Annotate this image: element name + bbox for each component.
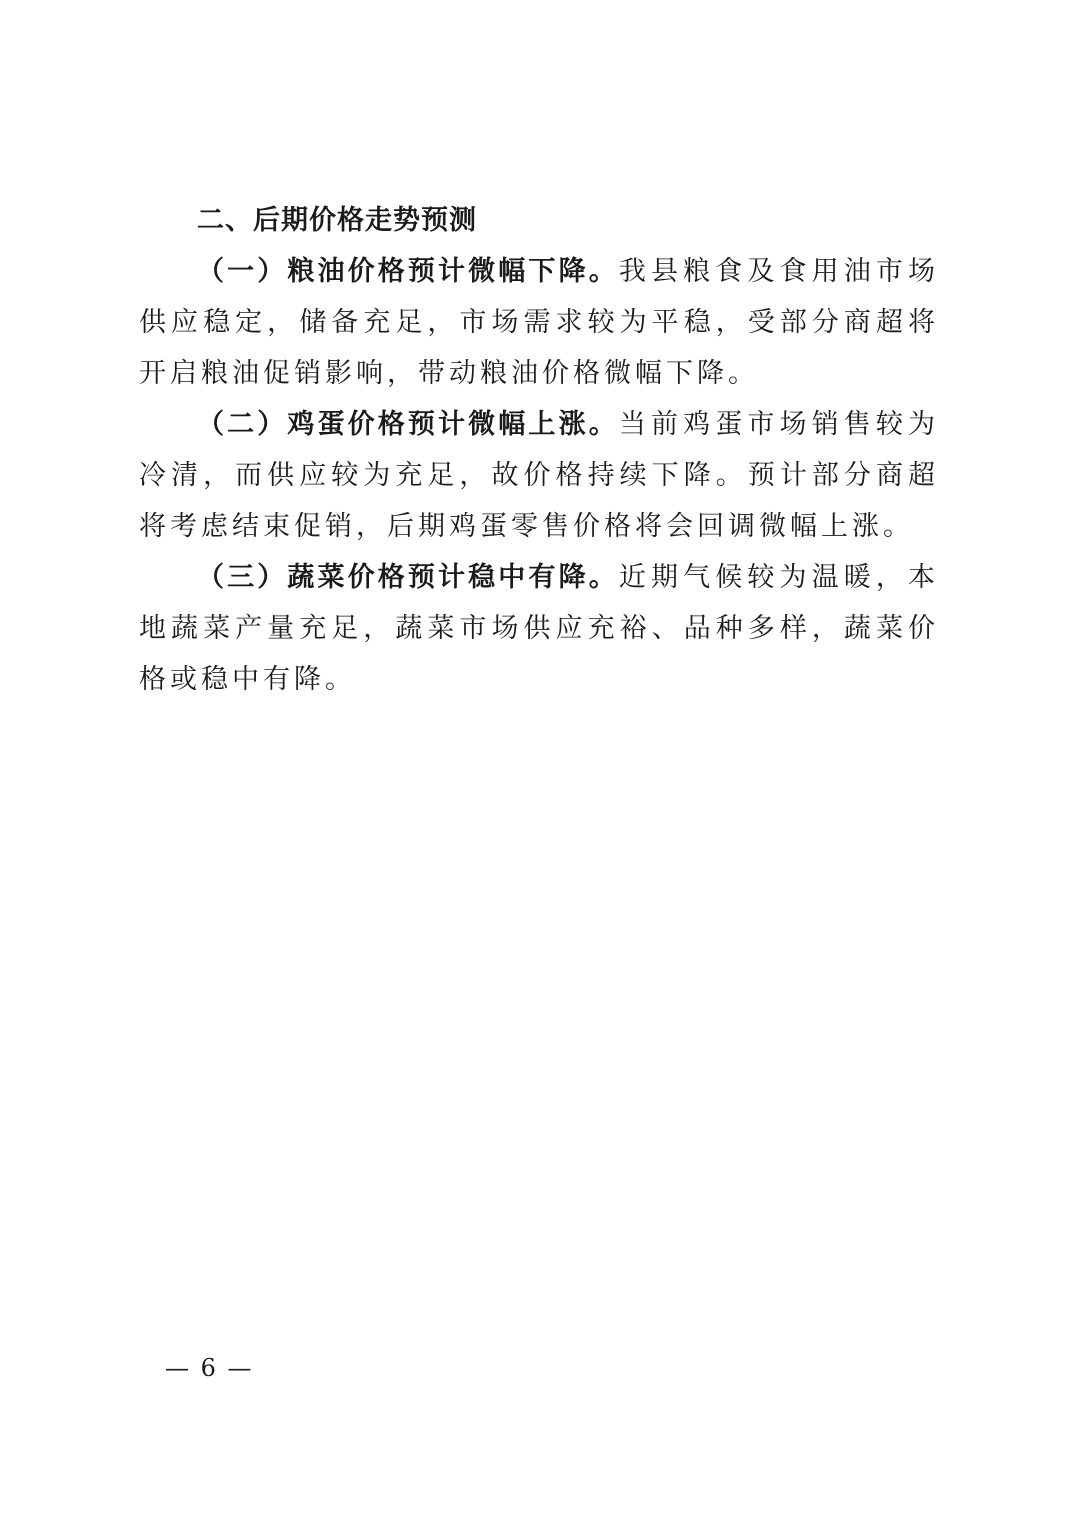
paragraph-lead: （一）粮油价格预计微幅下降。 xyxy=(197,256,619,287)
section-heading: 二、后期价格走势预测 xyxy=(197,205,477,236)
paragraph-body: 当前鸡蛋市场销售较为冷清，而供应较为充足，故价格持续下降。预计部分商超将考虑结束促销，后期鸡蛋零售价格将会回调微幅上涨。 xyxy=(139,409,940,542)
paragraph-lead: （二）鸡蛋价格预计微幅上涨。 xyxy=(197,409,619,440)
paragraph-body: 我县粮食及食用油市场供应稳定，储备充足，市场需求较为平稳，受部分商超将开启粮油促销影响，带动粮油价格微幅下降。 xyxy=(139,256,940,389)
paragraph-lead: （三）蔬菜价格预计稳中有降。 xyxy=(197,562,619,593)
paragraph-eggs xyxy=(139,399,939,552)
document-body xyxy=(139,196,939,705)
paragraph-grain-oil xyxy=(139,246,939,399)
paragraph-vegetables xyxy=(139,552,939,705)
paragraph-body: 近期气候较为温暖，本地蔬菜产量充足，蔬菜市场供应充裕、品种多样，蔬菜价格或稳中有降。 xyxy=(139,562,940,695)
page-number: — 6 — xyxy=(165,1354,254,1382)
